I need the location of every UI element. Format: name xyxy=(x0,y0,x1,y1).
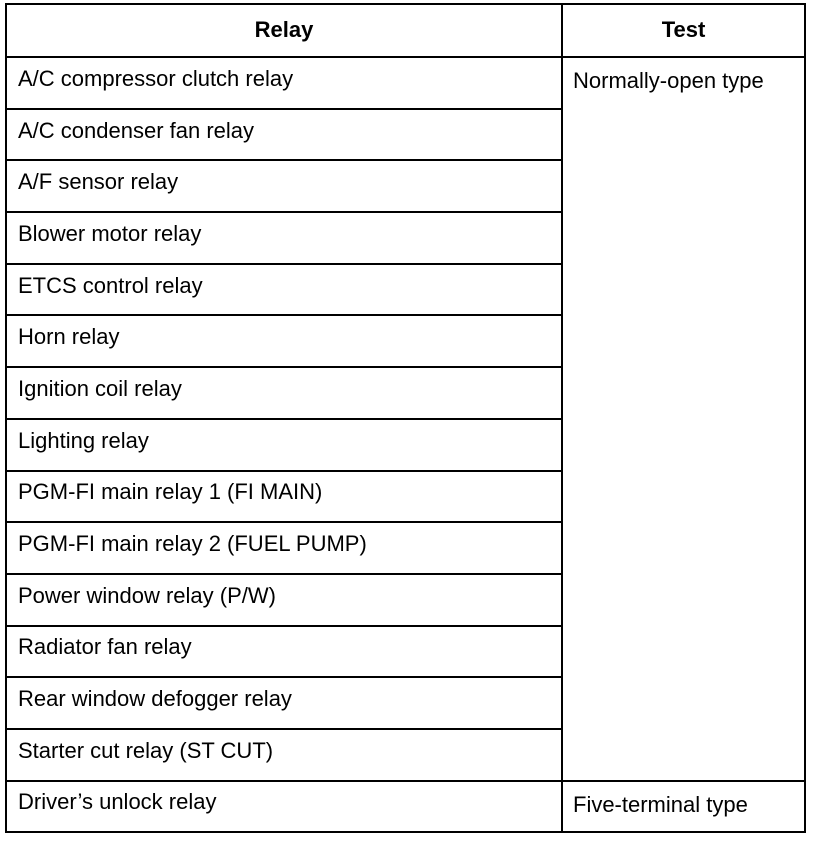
relay-cell: PGM-FI main relay 1 (FI MAIN) xyxy=(6,471,562,523)
table-row xyxy=(6,57,805,109)
relay-cell: Blower motor relay xyxy=(6,212,562,264)
relay-cell: Radiator fan relay xyxy=(6,626,562,678)
relay-cell: Driver’s unlock relay xyxy=(6,781,562,833)
relay-cell: A/C condenser fan relay xyxy=(6,109,562,161)
relay-cell: PGM-FI main relay 2 (FUEL PUMP) xyxy=(6,522,562,574)
relay-cell: Rear window defogger relay xyxy=(6,677,562,729)
test-column-header: Test xyxy=(562,4,805,57)
header-row xyxy=(6,4,805,57)
table-row xyxy=(6,781,805,833)
relay-cell: Lighting relay xyxy=(6,419,562,471)
relay-cell: A/C compressor clutch relay xyxy=(6,57,562,109)
relay-test-table xyxy=(5,3,806,833)
test-cell-five-terminal: Five-terminal type xyxy=(562,781,805,833)
relay-cell: Horn relay xyxy=(6,315,562,367)
relay-cell: ETCS control relay xyxy=(6,264,562,316)
relay-cell: Starter cut relay (ST CUT) xyxy=(6,729,562,781)
test-cell-normally-open: Normally-open type xyxy=(562,57,805,781)
relay-cell: Ignition coil relay xyxy=(6,367,562,419)
relay-cell: A/F sensor relay xyxy=(6,160,562,212)
relay-column-header: Relay xyxy=(6,4,562,57)
relay-cell: Power window relay (P/W) xyxy=(6,574,562,626)
